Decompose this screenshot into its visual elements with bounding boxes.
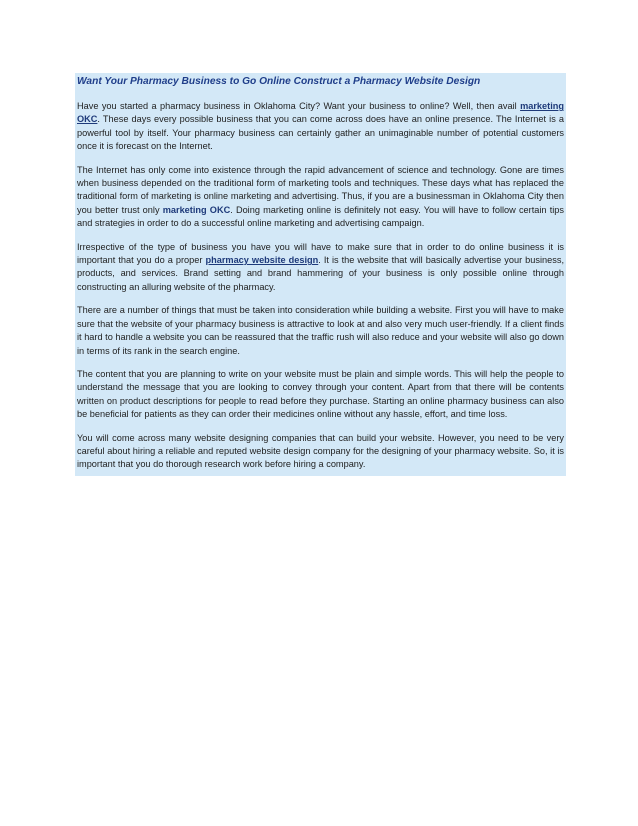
paragraph-3-text-b: . It is the website that will basically advertise your business, products, and services. Brand setting and brand hammering of your business is only possible online through constructing an alluring website of the pharmacy.	[77, 255, 564, 292]
paragraph-3-text-a: Irrespective of the type of business you have you will have to make sure that in order to do online business it is important that you do a proper	[77, 241, 564, 266]
document-title: Want Your Pharmacy Business to Go Online Construct a Pharmacy Website Design	[77, 76, 481, 87]
paragraph-1-text-b: . These days every possible business that you can come across does have an online presence. The Internet is a powerful tool by itself. Your pharmacy business can certainly gather an unimaginable number of potential customers once it is forecast on the Internet.	[77, 114, 564, 152]
paragraph-2	[77, 164, 564, 231]
paragraph-5: The content that you are planning to write on your website must be plain and simple words. This will help the people to understand the message that you are looking to convey through your content. Apart from that there will be contents written on product descriptions for people to read before they purchase. Starting an online pharmacy business can also be beneficial for patients as they can order their medicines online without any hassle, effort, and time loss.	[77, 368, 564, 420]
paragraph-2-text-a: The Internet has only come into existence through the rapid advancement of science and technology. Gone are times when business depended on the traditional form of marketing tools and techniques. These days what has replaced the traditional form of marketing is online marketing and advertising. Thus, if you are a businessman in Oklahoma City then you better trust only	[77, 164, 564, 215]
highlighted-text-block	[75, 73, 566, 476]
paragraph-2-text-b: . Doing marketing online is definitely not easy. You will have to follow certain tips and strategies in order to do a successful online marketing and advertising campaign.	[77, 204, 564, 229]
paragraph-4: There are a number of things that must be taken into consideration while building a website. First you will have to make sure that the website of your pharmacy business is attractive to look at and also very much user-friendly. If a client finds it hard to handle a website you can be reassured that the traffic rush will also reduce and your website will also go down in terms of its rank in the search engine.	[77, 305, 564, 356]
marketing-okc-keyword: marketing OKC	[162, 204, 231, 215]
paragraph-1-text-a: Have you started a pharmacy business in Oklahoma City? Want your business to online? Well, then avail	[77, 101, 521, 111]
paragraph-6: You will come across many website designing companies that can build your website. However, you need to be very careful about hiring a reliable and reputed website design company for the designing of your pharmacy website. So, it is important that you do thorough research work before hiring a company.	[77, 432, 564, 470]
paragraph-3	[77, 241, 564, 295]
pharmacy-website-design-link[interactable]: pharmacy website design	[205, 255, 319, 266]
marketing-okc-link[interactable]: marketing OKC	[77, 101, 564, 125]
paragraph-1	[77, 100, 564, 154]
